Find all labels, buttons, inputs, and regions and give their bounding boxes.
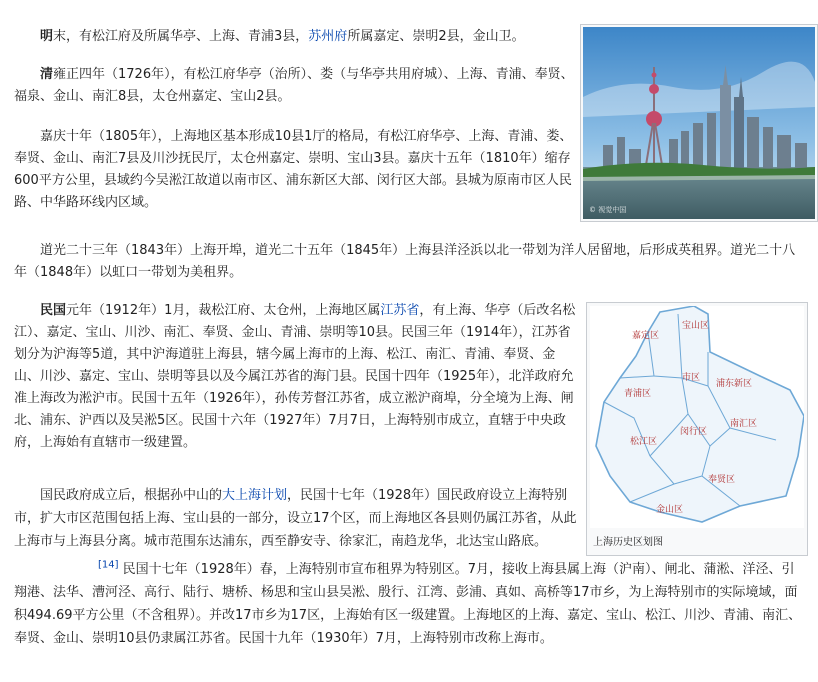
era-minguo: 民国: [40, 303, 67, 318]
skyline-photo-frame: [580, 24, 818, 222]
map-label-baoshan: 宝山区: [682, 321, 710, 331]
photo-watermark: © 视觉中国: [589, 206, 627, 214]
era-qing: 清: [40, 67, 54, 82]
link-suzhou-fu[interactable]: 苏州府: [308, 29, 348, 44]
map-label-jinshan: 金山区: [656, 505, 684, 515]
era-ming: 明: [40, 29, 54, 44]
map-label-qingpu: 青浦区: [624, 389, 652, 399]
paragraph-special-city: [14, 558, 804, 650]
shanghai-skyline-photo[interactable]: [583, 27, 815, 219]
paragraph-text: 嘉庆十年（1805年），上海地区基本形成10县1厅的格局，有松江府华亭、上海、青浦、娄、奉贤、金山、南汇7县及川沙抚民厅，太仓州嘉定、崇明、宝山3县。嘉庆十五年（1810年）缩存600平方公里，县域约今吴淞江故道以南市区、浦东新区大部、闵行区大部。县城为原南市区人民路、中华路环线内区域。: [14, 129, 573, 210]
paragraph-nationalist-gov: [14, 484, 580, 553]
paragraph-text: 末，有松江府及所属华亭、上海、青浦3县，: [53, 29, 309, 44]
map-illustration: [590, 306, 804, 528]
paragraph-text: 所属嘉定、崇明2县，金山卫。: [347, 29, 525, 44]
paragraph-text: 国民政府成立后，根据孙中山的: [40, 488, 223, 503]
district-map-frame: [586, 302, 808, 556]
paragraph-text: 雍正四年（1726年），有松江府华亭（治所）、娄（与华亭共用府城）、上海、青浦、奉贤、福泉、金山、南汇8县，太仓州嘉定、宝山2县。: [14, 67, 574, 104]
paragraph-text: 元年（1912年）1月，裁松江府、太仓州，上海地区属: [66, 303, 381, 318]
paragraph-jiaqing: [14, 126, 574, 214]
paragraph-text: ，民国十七年（1928年）国民政府设立上海特别市，扩大市区范围包括上海、宝山县的一部分，设立17个区，而上海地区各县则仍属江苏省，从此上海市与上海县分离。城市范围东达浦东，西至静安寺、徐家汇，南趋龙华，北达宝山路底。: [14, 488, 577, 549]
link-greater-shanghai-plan[interactable]: 大上海计划: [222, 488, 288, 503]
map-caption: 上海历史区划图: [593, 537, 663, 548]
paragraph-daoguang: [14, 240, 804, 284]
district-map[interactable]: [590, 306, 804, 528]
paragraph-qing: [14, 64, 574, 108]
map-label-shiqu: 市区: [682, 373, 701, 383]
map-label-jiading: 嘉定区: [632, 331, 660, 341]
paragraph-text: 民国十七年（1928年）春，上海特别市宣布租界为特别区。7月，接收上海县属上海（沪南）、闸北、蒲淞、洋泾、引翔港、法华、漕河泾、高行、陆行、塘桥、杨思和宝山县吴淞、殷行、江湾、彭浦、真如、高桥等17市乡，为上海特别市的实际境域，面积494.69平方公里（不含租界）。并改17市乡为17区，上海始有区一级建置。上海地区的上海、嘉定、宝山、松江、川沙、青浦、南汇、奉贤、金山、崇明10县仍隶属江苏省。民国十九年（1930年）7月，上海特别市改称上海市。: [14, 562, 802, 646]
map-label-pudong: 浦东新区: [716, 379, 753, 389]
paragraph-minguo: [14, 300, 580, 454]
reference-link[interactable]: [14]: [98, 559, 119, 571]
paragraph-text: 道光二十三年（1843年）上海开埠，道光二十五年（1845年）上海县洋泾浜以北一带划为洋人居留地，后形成英租界。道光二十八年（1848年）以虹口一带划为美租界。: [14, 243, 796, 280]
map-label-songjiang: 松江区: [630, 437, 658, 447]
map-label-fengxian: 奉贤区: [708, 475, 736, 485]
map-label-minhang: 闵行区: [680, 427, 708, 437]
map-label-nanhui: 南汇区: [730, 419, 758, 429]
skyline-illustration: [583, 27, 815, 219]
paragraph-ming: [14, 26, 574, 48]
paragraph-text: ，有上海、华亭（后改名松江）、嘉定、宝山、川沙、南汇、奉贤、金山、青浦、崇明等10县。民国三年（1914年），江苏省划分为沪海等5道，其中沪海道驻上海县，辖今属上海市的上海、松江、南汇、青浦、奉贤、金山、川沙、嘉定、宝山、崇明等县以及今属江苏省的海门县。民国十四年（1925年），北洋政府允准上海改为淞沪市。民国十五年（1926年），孙传芳督江苏省，成立淞沪商埠，分全境为上海、闸北、浦东、沪西以及吴淞5区。民国十六年（1927年）7月7日，上海特别市成立，直辖于中央政府，上海始有直辖市一级建置。: [14, 303, 576, 450]
link-jiangsu[interactable]: 江苏省: [380, 303, 420, 318]
